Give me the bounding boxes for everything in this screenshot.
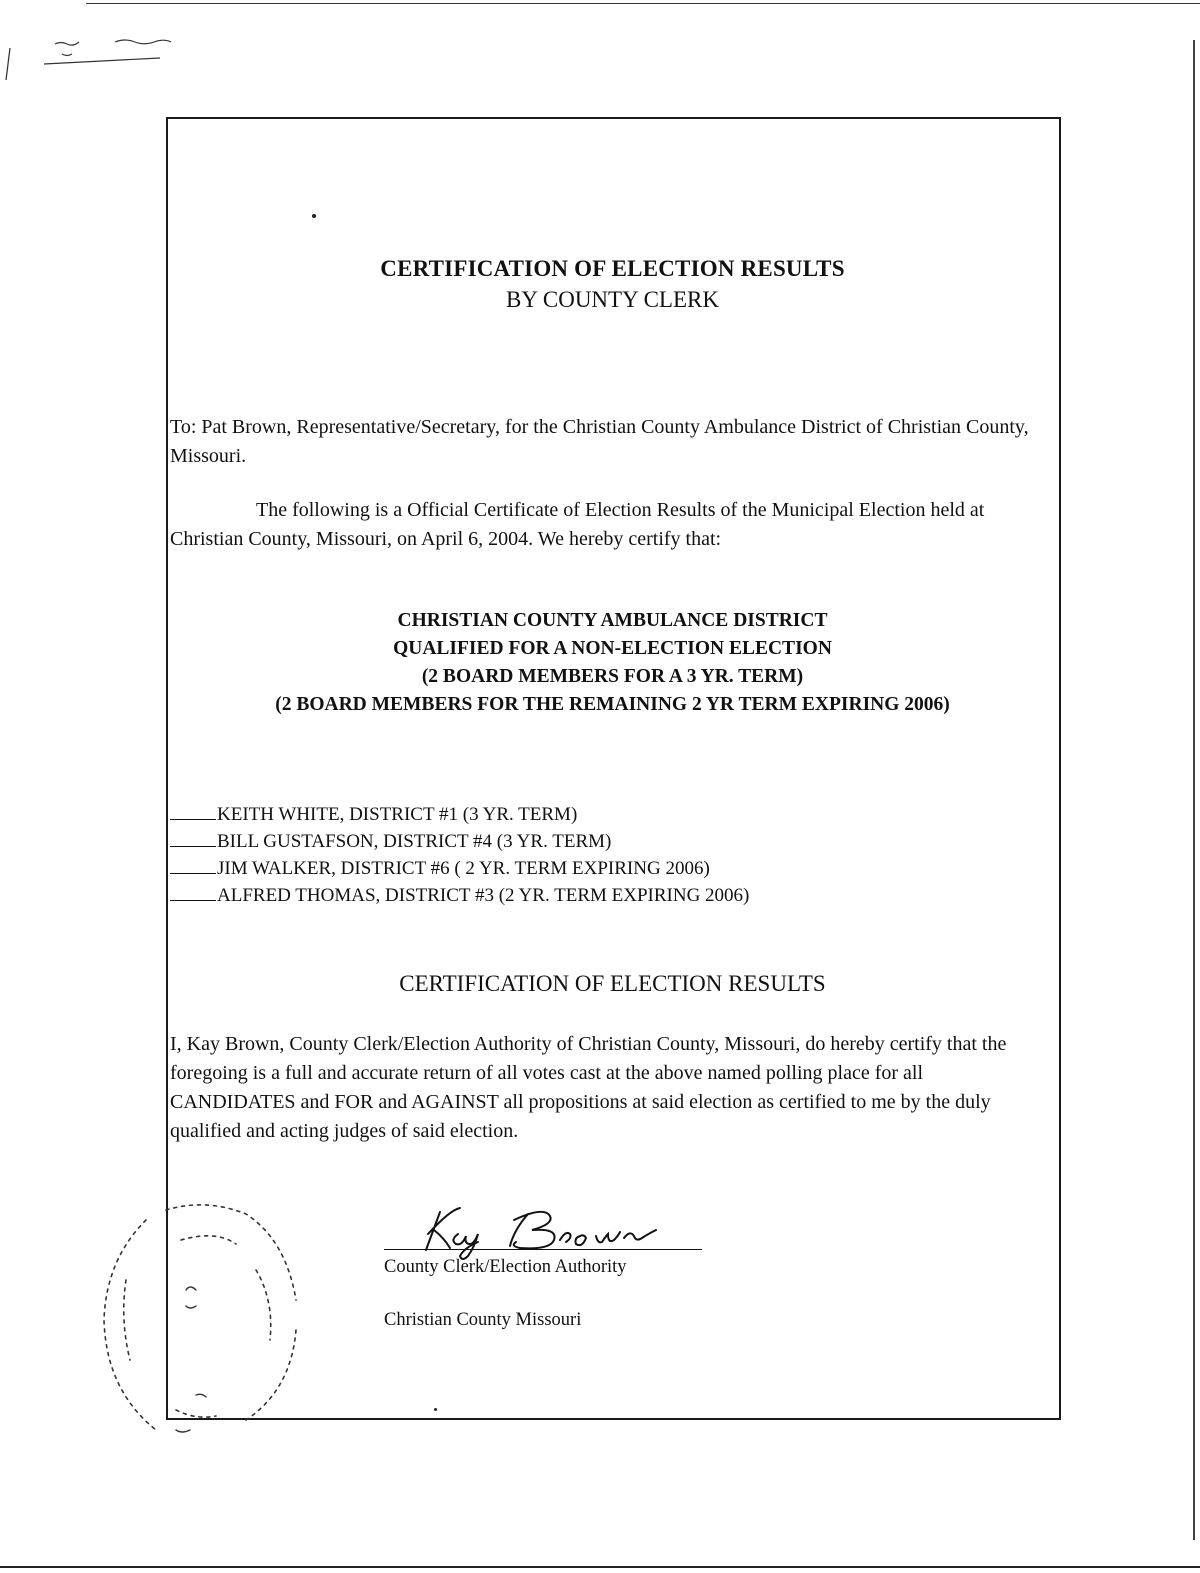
candidate-item <box>170 855 1030 882</box>
signature-title: County Clerk/Election Authority <box>384 1257 627 1277</box>
district-heading-line: (2 BOARD MEMBERS FOR A 3 YR. TERM) <box>421 666 804 687</box>
embossed-seal <box>86 1180 336 1450</box>
candidate-item <box>170 801 1030 828</box>
candidate-list <box>170 801 1030 909</box>
scan-speck <box>434 1408 437 1411</box>
candidate-item <box>170 828 1030 855</box>
certification-statement: I, Kay Brown, County Clerk/Election Authority of Christian County, Missouri, do hereby certify that the foregoing is a full and accurate return of all votes cast at the above named polling place for all CANDIDATES and FOR and AGAINST all propositions at said election as certified to me by the duly qualified and acting judges of said election. <box>170 1033 1007 1142</box>
candidate-label: ALFRED THOMAS, DISTRICT #3 (2 YR. TERM EXPIRING 2006) <box>217 885 750 906</box>
district-heading-line: QUALIFIED FOR A NON-ELECTION ELECTION <box>393 638 832 659</box>
certification-heading: CERTIFICATION OF ELECTION RESULTS <box>399 971 826 996</box>
certificate-subtitle: BY COUNTY CLERK <box>506 287 719 312</box>
candidate-label: KEITH WHITE, DISTRICT #1 (3 YR. TERM) <box>217 804 578 825</box>
scan-top-rule <box>86 3 1200 4</box>
addressee-paragraph: To: Pat Brown, Representative/Secretary, for the Christian County Ambulance District of Christian County, Missouri. <box>170 416 1029 467</box>
vote-blank-line <box>170 801 216 820</box>
certificate-title: CERTIFICATION OF ELECTION RESULTS <box>380 256 845 281</box>
candidate-label: JIM WALKER, DISTRICT #6 ( 2 YR. TERM EXPIRING 2006) <box>217 858 710 879</box>
scan-speck <box>312 214 316 218</box>
vote-blank-line <box>170 828 216 847</box>
vote-blank-line <box>170 882 216 901</box>
vote-blank-line <box>170 855 216 874</box>
signature-county: Christian County Missouri <box>384 1310 582 1330</box>
signature-line <box>384 1249 702 1250</box>
district-heading-line: (2 BOARD MEMBERS FOR THE REMAINING 2 YR TERM EXPIRING 2006) <box>275 694 950 715</box>
candidate-item <box>170 882 1030 909</box>
district-heading <box>166 607 1059 719</box>
scan-margin-marks <box>0 28 200 98</box>
scan-bottom-rule <box>0 1566 1200 1568</box>
scan-right-edge <box>1193 40 1195 1540</box>
candidate-label: BILL GUSTAFSON, DISTRICT #4 (3 YR. TERM) <box>217 831 612 852</box>
district-heading-line: CHRISTIAN COUNTY AMBULANCE DISTRICT <box>397 610 828 631</box>
intro-paragraph: The following is a Official Certificate of Election Results of the Municipal Election held at Christian County, Missouri, on April 6, 2004. We hereby certify that: <box>170 499 985 550</box>
